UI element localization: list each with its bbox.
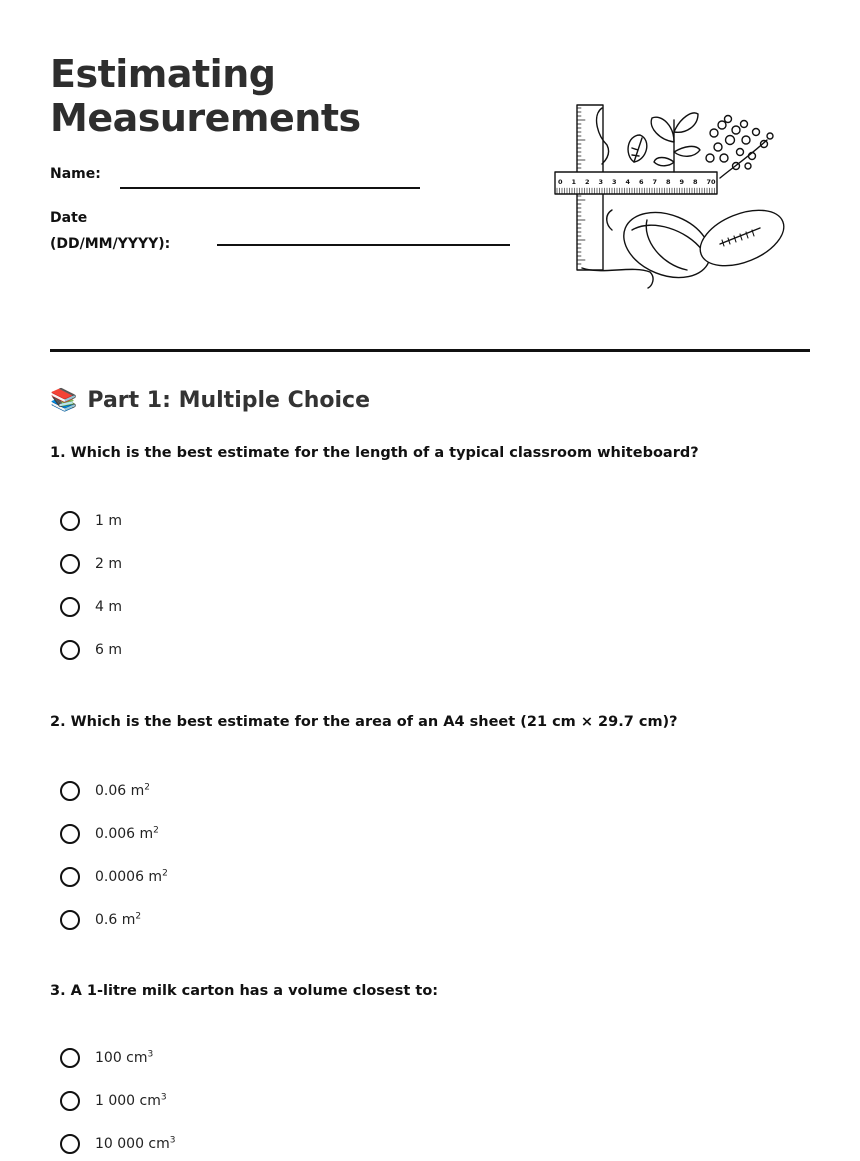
page-title-line-2: Measurements xyxy=(50,96,361,140)
flower-cluster xyxy=(706,116,773,170)
radio-button[interactable] xyxy=(60,1048,80,1068)
option-label: 0.6 $m^2$ xyxy=(95,911,142,928)
ruler-number: 2 xyxy=(585,178,590,186)
date-label-line-1: Date xyxy=(50,210,88,226)
ruler-number: 4 xyxy=(625,178,631,186)
section-title: Part 1: Multiple Choice xyxy=(87,388,371,413)
option-label: 1 000 $cm^3$ xyxy=(95,1092,167,1109)
radio-button[interactable] xyxy=(60,554,80,574)
ruler-number: 3 xyxy=(598,178,604,186)
ruler-number: 9 xyxy=(679,178,685,186)
option-label: 100 $cm^3$ xyxy=(95,1049,154,1066)
radio-button[interactable] xyxy=(60,511,80,531)
question-1-option-4[interactable] xyxy=(60,640,122,660)
option-label: 4 m xyxy=(95,599,122,615)
question-1-option-1[interactable] xyxy=(60,511,122,531)
question-2-option-1[interactable] xyxy=(60,781,150,801)
ruler-number: 70 xyxy=(706,178,716,186)
option-label: 1 m xyxy=(95,513,122,529)
date-label-line-2: (DD/MM/YYYY): xyxy=(50,236,171,252)
option-label: 0.06 $m^2$ xyxy=(95,782,150,799)
ruler-number: 7 xyxy=(652,178,658,186)
question-3: 3. A 1-litre milk carton has a volume closest to: xyxy=(50,983,439,999)
option-label: 0.0006 $m^2$ xyxy=(95,868,168,885)
option-label: 2 m xyxy=(95,556,122,572)
radio-button[interactable] xyxy=(60,640,80,660)
question-2-option-4[interactable] xyxy=(60,910,141,930)
option-label: 6 m xyxy=(95,642,122,658)
question-2-option-2[interactable] xyxy=(60,824,159,844)
ruler-flowers-football-illustration xyxy=(552,100,788,292)
books-icon: 📚 xyxy=(50,388,78,413)
question-1-option-3[interactable] xyxy=(60,597,122,617)
question-1: 1. Which is the best estimate for the length of a typical classroom whiteboard? xyxy=(50,445,699,461)
question-2-option-3[interactable] xyxy=(60,867,168,887)
question-3-option-3[interactable] xyxy=(60,1134,176,1154)
option-label: 0.006 $m^2$ xyxy=(95,825,159,842)
question-3-option-2[interactable] xyxy=(60,1091,167,1111)
flower-branch xyxy=(720,140,767,178)
radio-button[interactable] xyxy=(60,597,80,617)
radio-button[interactable] xyxy=(60,781,80,801)
ruler-number: 6 xyxy=(639,178,644,186)
radio-button[interactable] xyxy=(60,1134,80,1154)
radio-button[interactable] xyxy=(60,824,80,844)
page-title-line-1: Estimating xyxy=(50,52,276,96)
ruler-number: 1 xyxy=(571,178,577,186)
name-field[interactable] xyxy=(120,187,420,189)
question-1-option-2[interactable] xyxy=(60,554,122,574)
leaf-shape xyxy=(628,135,647,162)
section-heading xyxy=(50,388,370,413)
header-divider xyxy=(50,349,810,352)
question-3-option-1[interactable] xyxy=(60,1048,153,1068)
ruler-number: 3 xyxy=(612,178,617,186)
radio-button[interactable] xyxy=(60,910,80,930)
option-label: 10 000 $cm^3$ xyxy=(95,1135,176,1152)
swoosh-line-lower xyxy=(607,210,612,230)
radio-button[interactable] xyxy=(60,1091,80,1111)
page-title xyxy=(50,52,361,140)
name-label: Name: xyxy=(50,166,101,182)
ruler-number: 8 xyxy=(693,178,698,186)
radio-button[interactable] xyxy=(60,867,80,887)
question-2: 2. Which is the best estimate for the area of an A4 sheet (21 cm × 29.7 cm)? xyxy=(50,714,678,730)
date-field[interactable] xyxy=(217,244,510,246)
ruler-number: 8 xyxy=(666,178,671,186)
ruler-number: 0 xyxy=(558,178,563,186)
ribbon-line xyxy=(582,268,653,288)
